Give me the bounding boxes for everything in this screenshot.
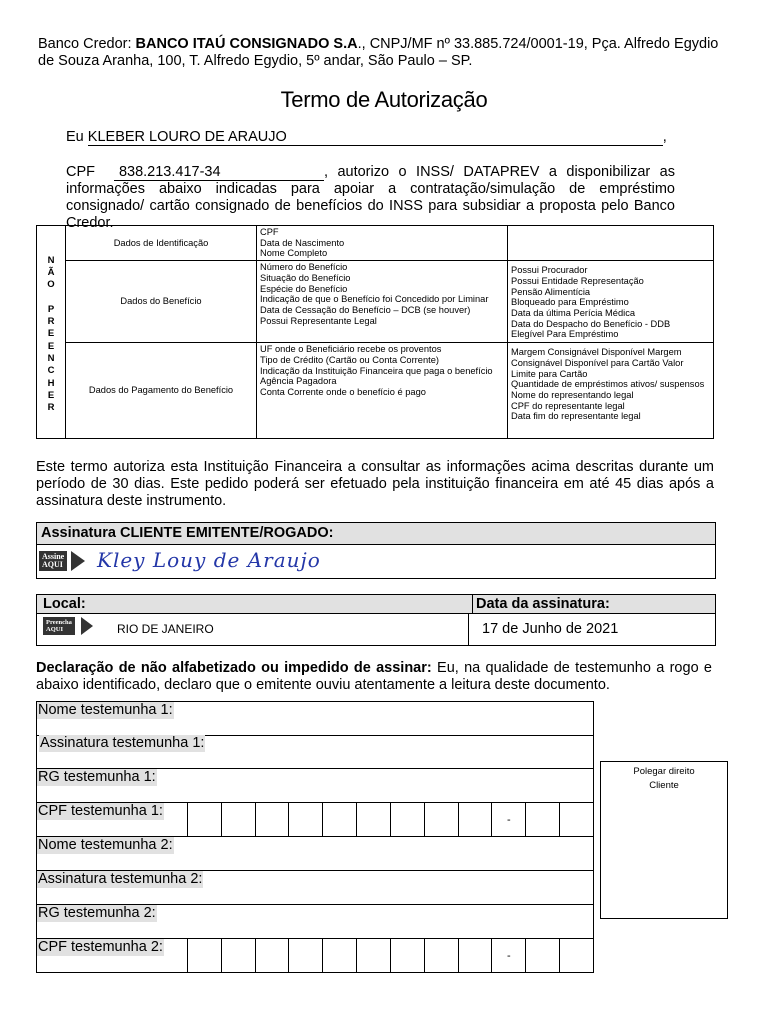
- witness2-rg-label: RG testemunha 2:: [38, 905, 156, 921]
- witness1-rg-row[interactable]: [36, 769, 594, 803]
- declaration-text: Eu, na qualidade de testemunho a rogo e abaixo identificado, declaro que o emitente ouviu atentamente a leitura deste documento.: [36, 660, 712, 693]
- table-item: Indicação de que o Benefício foi Concedido por Liminar: [260, 294, 489, 305]
- table-item: Indicação da Instituição Financeira que paga o benefício: [260, 365, 493, 376]
- vertical-letter: H: [47, 377, 55, 389]
- declaration-paragraph: [36, 660, 712, 694]
- vertical-letter: Ã: [47, 266, 55, 278]
- assine-aqui-tag: [39, 551, 67, 571]
- date-field[interactable]: [482, 621, 618, 637]
- client-name-field[interactable]: [88, 129, 663, 146]
- vertical-letter: O: [47, 279, 55, 291]
- cpf-label: CPF: [66, 164, 95, 180]
- table-item: Possui Procurador: [511, 265, 588, 276]
- table-item: Tipo de Crédito (Cartão ou Conta Corrente): [260, 354, 439, 365]
- vertical-letter: E: [47, 340, 55, 352]
- vertical-letter: N: [47, 254, 55, 266]
- cpf-digit-box[interactable]: [187, 803, 221, 836]
- cpf-digit-box[interactable]: [221, 939, 255, 972]
- tag-line1: Preencha: [46, 619, 72, 626]
- vertical-letter: P: [47, 303, 55, 315]
- cpf-text: , autorizo o INSS/ DATAPREV a disponibilizar as informações abaixo indicadas para apoiar a contratação/simulação de empréstimo consignado/ cartão consignado de benefícios do INSS para subsidiar a proposta pelo Banco Credor.: [66, 164, 675, 231]
- table-item: Elegível Para Empréstimo: [511, 329, 619, 340]
- cpf-digit-box[interactable]: [458, 803, 492, 836]
- cpf-digit-box[interactable]: [187, 939, 221, 972]
- witness2-cpf-digits[interactable]: [187, 939, 593, 972]
- preencha-aqui-tag: [43, 617, 75, 635]
- date-value: 17 de Junho de 2021: [482, 621, 619, 637]
- authorization-paragraph: Este termo autoriza esta Instituição Financeira a consultar as informações acima descritas durante um período de 30 dias. Este pedido poderá ser efetuado pela instituição financeira em até 45 dias após a assinatura deste instrumento.: [36, 459, 714, 509]
- row-col2: [508, 343, 714, 439]
- cpf-dash: -: [491, 803, 525, 836]
- cpf-digit-box[interactable]: [356, 803, 390, 836]
- cpf-dash: -: [491, 939, 525, 972]
- tag-line2: AQUI: [42, 560, 63, 569]
- witness2-cpf-row: [36, 939, 594, 973]
- table-item: UF onde o Beneficiário recebe os proventos: [260, 344, 442, 355]
- cpf-digit-box[interactable]: [559, 939, 593, 972]
- header-prefix: Banco Credor:: [38, 36, 136, 52]
- vertical-letter: C: [47, 365, 55, 377]
- table-item: Margem Consignável Disponível Margem Consignável Disponível para Cartão Valor Limite para Cartão: [511, 347, 684, 379]
- signature-section: [36, 522, 716, 579]
- local-value: RIO DE JANEIRO: [117, 622, 214, 636]
- cpf-digit-box[interactable]: [424, 803, 458, 836]
- cpf-value: 838.213.417-34: [118, 164, 221, 180]
- cpf-digit-box[interactable]: [255, 939, 289, 972]
- thumbprint-box[interactable]: [600, 761, 728, 919]
- thumb-line1: Polegar direito: [633, 766, 695, 777]
- cpf-digit-box[interactable]: [288, 803, 322, 836]
- vertical-letter: [40, 292, 62, 304]
- nao-preencher-label: [40, 255, 62, 415]
- table-item: Data fim do representante legal: [511, 411, 641, 422]
- document-title: Termo de Autorização: [280, 87, 488, 112]
- witness2-name-row[interactable]: [36, 837, 594, 871]
- table-item: Número do Benefício: [260, 262, 348, 273]
- cpf-digit-box[interactable]: [255, 803, 289, 836]
- vertical-letter: N: [47, 353, 55, 364]
- thumb-line2: Cliente: [649, 780, 679, 791]
- local-date-section: [36, 594, 716, 646]
- signature-title: Assinatura CLIENTE EMITENTE/ROGADO:: [37, 523, 715, 545]
- table-item: Agência Pagadora: [260, 376, 337, 387]
- row-col1: [257, 261, 508, 343]
- cpf-digit-box[interactable]: [221, 803, 255, 836]
- cpf-digit-box[interactable]: [525, 939, 559, 972]
- cpf-digit-box[interactable]: [458, 939, 492, 972]
- table-item: Data da última Perícia Médica: [511, 307, 636, 318]
- table-item: Possui Representante Legal: [260, 315, 377, 326]
- cpf-digit-box[interactable]: [424, 939, 458, 972]
- witness2-name-label: Nome testemunha 2:: [38, 837, 173, 853]
- witness2-cpf-label: CPF testemunha 2:: [38, 939, 163, 955]
- witness1-cpf-row: [36, 803, 594, 837]
- row-col2: [508, 226, 714, 261]
- witness2-rg-row[interactable]: [36, 905, 594, 939]
- nao-preencher-column: [37, 226, 66, 439]
- witness2-signature-label: Assinatura testemunha 2:: [38, 871, 203, 887]
- cpf-field[interactable]: [114, 164, 324, 181]
- cpf-digit-box[interactable]: [288, 939, 322, 972]
- local-date-header: [37, 595, 715, 614]
- table-item: Quantidade de empréstimos ativos/ suspensos: [511, 379, 705, 390]
- local-field[interactable]: [117, 622, 214, 636]
- table-item: Bloqueado para Empréstimo: [511, 297, 629, 308]
- witness1-cpf-label: CPF testemunha 1:: [38, 803, 163, 819]
- table-item: CPF do representante legal: [511, 400, 625, 411]
- witness1-signature-label: Assinatura testemunha 1:: [40, 735, 205, 751]
- cpf-digit-box[interactable]: [390, 939, 424, 972]
- witness1-name-label: Nome testemunha 1:: [38, 702, 173, 718]
- eu-line: [66, 129, 706, 146]
- info-table: [36, 225, 714, 439]
- witness1-name-row[interactable]: [36, 701, 594, 736]
- bank-address: ., CNPJ/MF nº 33.885.724/0001-19, Pça. Alfredo Egydio de Souza Aranha, 100, T. Alfredo Egydio, 5º andar, São Paulo – SP.: [38, 36, 719, 69]
- table-item: Conta Corrente onde o benefício é pago: [260, 386, 426, 397]
- arrow-icon: [81, 617, 93, 635]
- tag-line1: Assine: [42, 552, 65, 561]
- row-label: Dados do Benefício: [66, 261, 257, 343]
- local-date-divider: [468, 613, 469, 645]
- cpf-digit-box[interactable]: [390, 803, 424, 836]
- vertical-letter: E: [47, 328, 55, 340]
- table-item: Situação do Benefício: [260, 272, 351, 283]
- bank-name: BANCO ITAÚ CONSIGNADO S.A: [135, 36, 358, 52]
- table-item: Pensão Alimentícia: [511, 286, 591, 297]
- date-label: Data da assinatura:: [472, 595, 610, 613]
- cpf-digit-box[interactable]: [525, 803, 559, 836]
- witness1-rg-label: RG testemunha 1:: [38, 769, 156, 785]
- client-signature: Kley Louy de Araujo: [97, 548, 321, 572]
- tag-line2: AQUI: [46, 626, 63, 633]
- row-col1: [257, 343, 508, 439]
- witness1-cpf-digits[interactable]: [187, 803, 593, 836]
- vertical-letter: R: [47, 316, 55, 328]
- vertical-letter: E: [47, 389, 55, 401]
- cpf-digit-box[interactable]: [559, 803, 593, 836]
- row-col2: [508, 261, 714, 343]
- cpf-authorization-text: [66, 164, 675, 232]
- witness2-signature-row[interactable]: [36, 871, 594, 905]
- table-item: CPF: [260, 227, 279, 237]
- table-item: Data de Cessação do Benefício – DCB (se houver): [260, 304, 471, 315]
- cpf-digit-box[interactable]: [322, 939, 356, 972]
- cpf-digit-box[interactable]: [356, 939, 390, 972]
- local-label: Local:: [43, 596, 86, 612]
- table-item: Nome Completo: [260, 248, 328, 259]
- arrow-icon: [71, 551, 85, 571]
- row-label: Dados de Identificação: [66, 226, 257, 261]
- table-item: Nome do representando legal: [511, 389, 634, 400]
- table-item: Data de Nascimento: [260, 237, 345, 248]
- client-name: KLEBER LOURO DE ARAUJO: [87, 129, 287, 145]
- cpf-digit-box[interactable]: [322, 803, 356, 836]
- declaration-title: Declaração de não alfabetizado ou impedido de assinar:: [36, 660, 432, 676]
- vertical-letter: R: [47, 402, 55, 414]
- eu-label: Eu: [66, 129, 84, 145]
- bank-header: [38, 36, 728, 70]
- table-item: Espécie do Benefício: [260, 283, 348, 294]
- eu-comma: ,: [662, 129, 667, 145]
- table-item: Data do Despacho do Benefício - DDB: [511, 318, 671, 329]
- row-label: Dados do Pagamento do Benefício: [66, 343, 257, 439]
- witness1-signature-row[interactable]: [36, 735, 594, 769]
- row-col1: [257, 226, 508, 261]
- table-item: Possui Entidade Representação: [511, 275, 644, 286]
- client-signature-area[interactable]: [97, 548, 357, 576]
